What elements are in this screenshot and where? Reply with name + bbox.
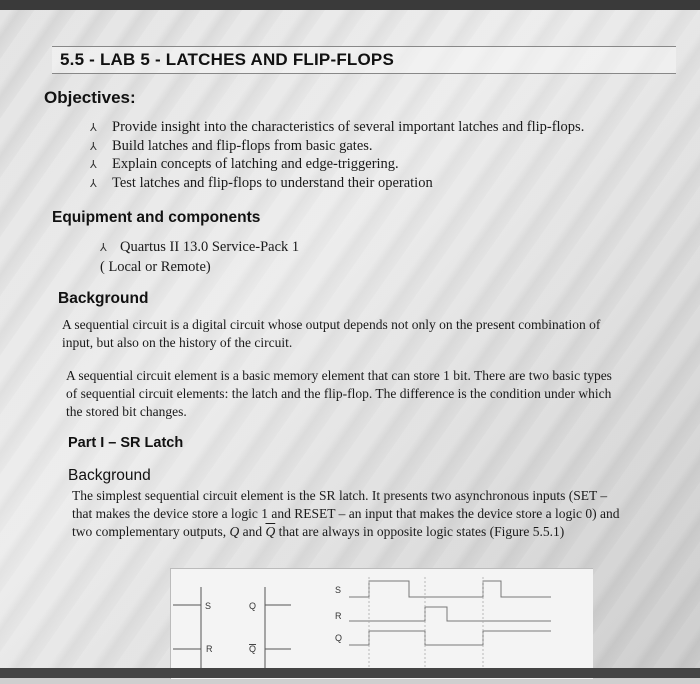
wave-label-q: Q: [335, 633, 343, 643]
r-waveform: [349, 607, 551, 621]
list-item: ⅄ Test latches and flip-flops to understand their operation: [90, 174, 433, 191]
objectives-list: [90, 119, 584, 193]
latch-label-qbar: Q: [249, 644, 257, 654]
figure-5-5-1: [170, 568, 593, 679]
list-item: ⅄ Explain concepts of latching and edge-triggering.: [90, 156, 399, 172]
triangle-bullet-icon: ⅄: [90, 159, 97, 171]
objectives-title: Objectives:: [44, 88, 136, 107]
part1-paragraph: The simplest sequential circuit element is the SR latch. It presents two asynchronous inputs (SET – that makes the device store a logic 1 and RESET – an input that makes the device store a logic 0) and two complementary outputs, Q and $\overline{Q}$ that are always in opposite logic states (Figure 5.5.1): [72, 488, 620, 539]
list-item: ⅄ Quartus II 13.0 Service-Pack 1: [100, 238, 299, 258]
q-symbol: Q: [229, 524, 240, 539]
triangle-bullet-icon: ⅄: [90, 140, 97, 153]
wave-label-r: R: [335, 611, 342, 621]
s-waveform: [349, 581, 551, 597]
q-waveform: [349, 631, 551, 645]
background-paragraph-1: A sequential circuit is a digital circuit whose output depends not only on the present combination of input, but also on the history of the circuit.: [62, 317, 601, 350]
background-paragraph-2: A sequential circuit element is a basic memory element that can store 1 bit. There are two basic types of sequential circuit elements: the latch and the flip-flop. The difference is the condition under which the stored bit changes.: [66, 368, 612, 419]
timing-waveforms: [349, 581, 551, 645]
equipment-note: ( Local or Remote): [100, 259, 211, 275]
sr-latch-figure: [171, 569, 593, 679]
latch-symbol: [173, 587, 291, 673]
equipment-list: [100, 238, 299, 277]
list-item: ⅄ Provide insight into the characteristics of several important latches and flip-flops.: [90, 119, 585, 135]
latch-label-s: S: [205, 601, 212, 611]
timing-guides: [369, 577, 483, 669]
triangle-bullet-icon: ⅄: [90, 122, 97, 134]
triangle-bullet-icon: ⅄: [90, 177, 97, 190]
triangle-bullet-icon: ⅄: [100, 242, 107, 254]
list-item: ⅄ Build latches and flip-flops from basic gates.: [90, 137, 373, 154]
background-title: Background: [58, 290, 149, 307]
qbar-symbol: $\overline{Q}$: [265, 524, 276, 539]
bottom-edge: [0, 668, 700, 678]
part1-title: Part I – SR Latch: [68, 435, 184, 451]
part1-subtitle: Background: [68, 467, 151, 484]
wave-label-s: S: [335, 585, 342, 595]
latch-label-r: R: [206, 644, 213, 654]
latch-label-q: Q: [249, 601, 257, 611]
equipment-title: Equipment and components: [52, 209, 261, 226]
page-heading: 5.5 - LAB 5 - LATCHES AND FLIP-FLOPS: [60, 50, 394, 69]
